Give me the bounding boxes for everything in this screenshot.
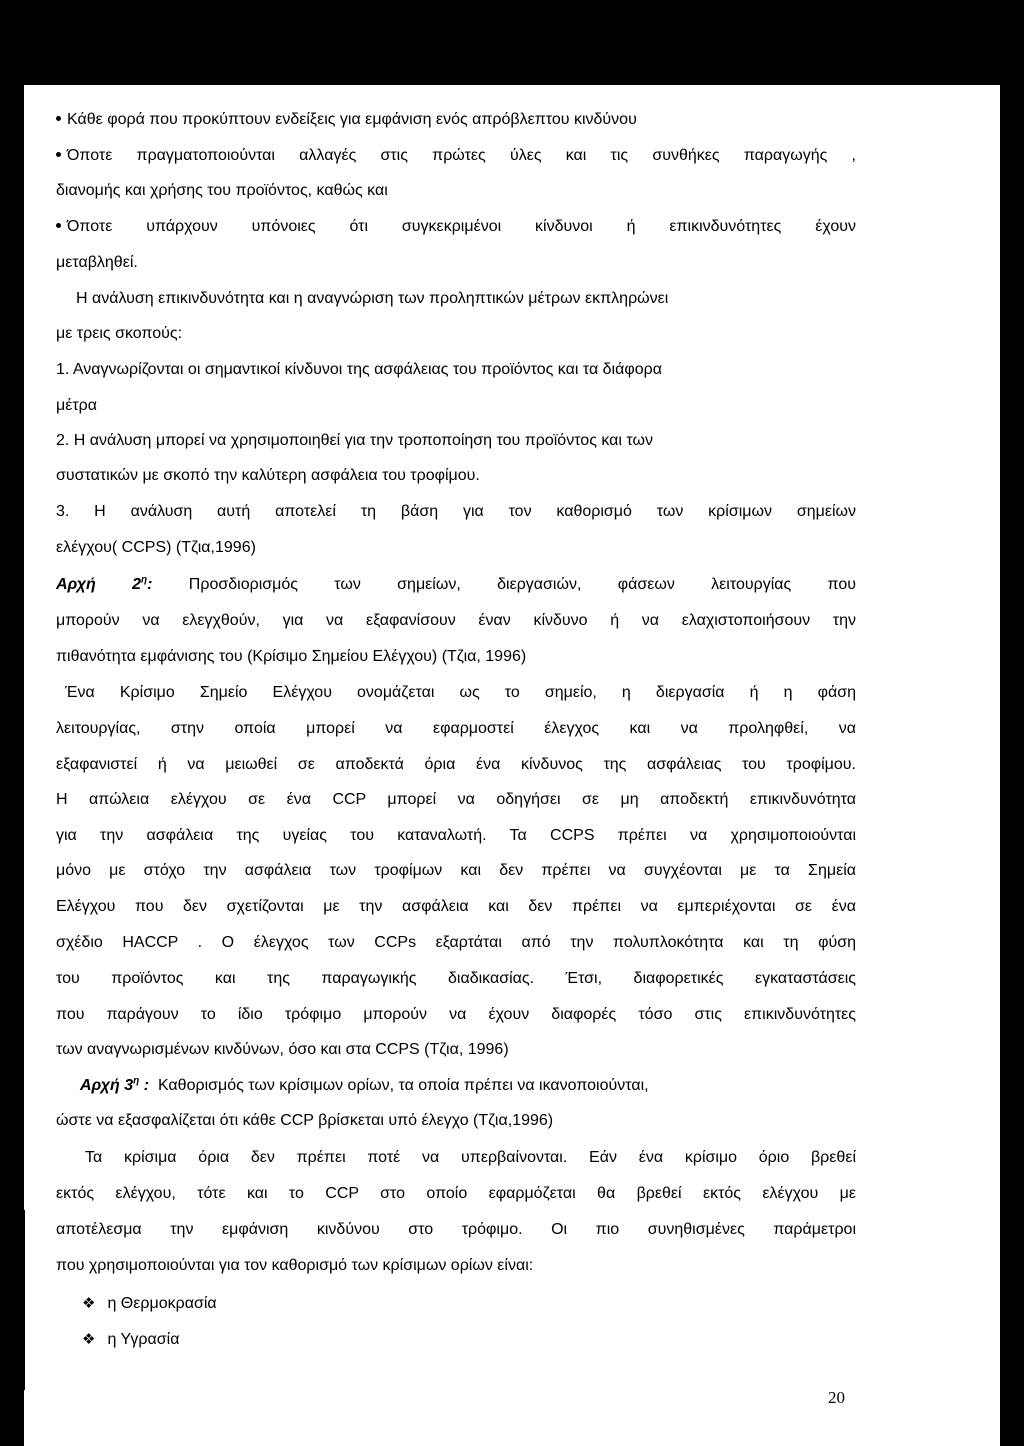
text-line-16: πιθανότητα εμφάνισης του (Κρίσιμο Σημείου Ελέγχου) (Τζια, 1996)	[56, 648, 527, 665]
principle-2-line	[56, 575, 856, 595]
bullet-line-4	[56, 217, 856, 237]
text-line-24: σχέδιο HACCP . Ο έλεγχος των CCPs εξαρτάται από την πολυπλοκότητα και τη φύση	[56, 934, 856, 951]
text: Όποτε πραγματοποιούνται αλλαγές στις πρώτες ύλες και τις συνθήκες παραγωγής ,	[67, 147, 856, 164]
text-line-10: 2. Η ανάλυση μπορεί να χρησιμοποιηθεί για την τροποποίηση του προϊόντος και των	[56, 432, 653, 449]
text-line-11: συστατικών με σκοπό την καλύτερη ασφάλεια του τροφίμου.	[56, 467, 480, 484]
principle-heading: Αρχή $2^\eta$:	[56, 574, 153, 593]
text: Κάθε φορά που προκύπτουν ενδείξεις για εμφάνιση ενός απρόβλεπτου κινδύνου	[67, 111, 637, 128]
diamond-bullet-icon: ❖	[82, 1331, 96, 1348]
text: Καθορισμός των κρίσιμων ορίων, τα οποία πρέπει να ικανοποιούνται,	[157, 1077, 649, 1094]
text-line-21: για την ασφάλεια της υγείας του καταναλωτή. Τα CCPS πρέπει να χρησιμοποιούνται	[56, 827, 856, 844]
text-line-25: του προϊόντος και της παραγωγικής διαδικασίας. Έτσι, διαφορετικές εγκαταστάσεις	[56, 970, 856, 987]
text-line-26: που παράγουν το ίδιο τρόφιμο μπορούν να έχουν διαφορές τόσο στις επικινδυνότητες	[56, 1006, 856, 1023]
text-line-27: των αναγνωρισμένων κινδύνων, όσο και στα CCPS (Τζια, 1996)	[56, 1041, 509, 1058]
text-line-15: μπορούν να ελεγχθούν, για να εξαφανίσουν έναν κίνδυνο ή να ελαχιστοποιήσουν την	[56, 612, 856, 629]
principle-3-line	[80, 1076, 856, 1096]
text-line-20: Η απώλεια ελέγχου σε ένα CCP μπορεί να οδηγήσει σε μη αποδεκτή επικινδυνότητα	[56, 791, 856, 808]
text-line-32: αποτέλεσμα την εμφάνιση κινδύνου στο τρόφιμο. Οι πιο συνηθισμένες παράμετροι	[56, 1221, 856, 1238]
bullet-dot-icon	[56, 223, 61, 228]
text: η Θερμοκρασία	[107, 1295, 217, 1312]
text-line-3: διανομής και χρήσης του προϊόντος, καθώς και	[56, 182, 388, 199]
text-line-30: Τα κρίσιμα όρια δεν πρέπει ποτέ να υπερβαίνονται. Εάν ένα κρίσιμο όριο βρεθεί	[85, 1149, 856, 1166]
text-line-5: μεταβληθεί.	[56, 254, 138, 271]
text-line-18: λειτουργίας, στην οποία μπορεί να εφαρμοστεί έλεγχος και να προληφθεί, να	[56, 720, 856, 737]
text-line-12: 3. Η ανάλυση αυτή αποτελεί τη βάση για τον καθορισμό των κρίσιμων σημείων	[56, 503, 856, 520]
diamond-bullet-icon: ❖	[82, 1295, 96, 1312]
text-line-17: Ένα Κρίσιμο Σημείο Ελέγχου ονομάζεται ως το σημείο, η διεργασία ή η φάση	[65, 684, 856, 701]
text-line-22: μόνο με στόχο την ασφάλεια των τροφίμων και δεν πρέπει να συγχέονται με τα Σημεία	[56, 862, 856, 879]
text-line-8: 1. Αναγνωρίζονται οι σημαντικοί κίνδυνοι της ασφάλειας του προϊόντος και τα διάφορα	[56, 361, 662, 378]
page-edge-mark	[24, 1210, 25, 1390]
text: Προσδιορισμός των σημείων, διεργασιών, φάσεων λειτουργίας που	[188, 576, 857, 593]
text: η Υγρασία	[107, 1331, 180, 1348]
text-line-9: μέτρα	[56, 397, 98, 414]
text-line-7: με τρεις σκοπούς:	[56, 325, 183, 342]
text-line-6: Η ανάλυση επικινδυνότητα και η αναγνώριση των προληπτικών μέτρων εκπληρώνει	[76, 290, 669, 307]
bullet-dot-icon	[56, 152, 61, 157]
text: Όποτε υπάρχουν υπόνοιες ότι συγκεκριμένοι κίνδυνοι ή επικινδυνότητες έχουν	[67, 218, 856, 235]
text-line-23: Ελέγχου που δεν σχετίζονται με την ασφάλεια και δεν πρέπει να εμπεριέχονται σε ένα	[56, 898, 856, 915]
text-line-13: ελέγχου( CCPS) (Τζια,1996)	[56, 539, 256, 556]
bullet-line-1	[56, 110, 856, 130]
text-line-31: εκτός ελέγχου, τότε και το CCP στο οποίο εφαρμόζεται θα βρεθεί εκτός ελέγχου με	[56, 1185, 856, 1202]
page-number: 20	[828, 1388, 845, 1407]
list-item-humidity	[82, 1330, 882, 1350]
bullet-dot-icon	[56, 116, 61, 121]
bullet-line-2	[56, 146, 856, 166]
text-line-19: εξαφανιστεί ή να μειωθεί σε αποδεκτά όρια ένα κίνδυνος της ασφάλειας του τροφίμου.	[56, 756, 856, 773]
text-line-33: που χρησιμοποιούνται για τον καθορισμό των κρίσιμων ορίων είναι:	[56, 1257, 534, 1274]
list-item-temperature	[82, 1294, 882, 1314]
text-line-29: ώστε να εξασφαλίζεται ότι κάθε CCP βρίσκεται υπό έλεγχο (Τζια,1996)	[56, 1112, 554, 1129]
principle-heading: Αρχή $3^\eta$ :	[80, 1075, 150, 1094]
